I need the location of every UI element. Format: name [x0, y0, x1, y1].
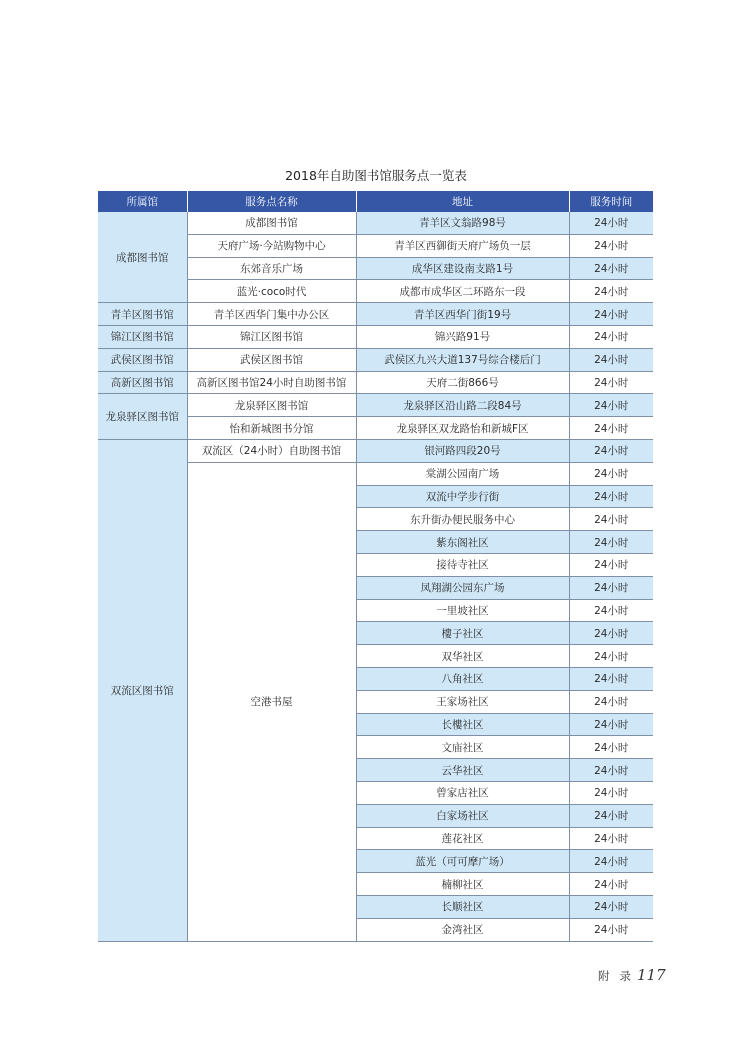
- table-row: [98, 212, 653, 234]
- address-cell: 锦兴路91号: [356, 325, 569, 348]
- address-cell: 长樓社区: [356, 713, 569, 736]
- service-time-cell: 24小时: [569, 553, 653, 576]
- address-cell: 曾家店社区: [356, 781, 569, 804]
- address-cell: 云华社区: [356, 759, 569, 782]
- service-point-name-cell: 双流区（24小时）自助图书馆: [187, 439, 356, 462]
- service-time-cell: 24小时: [569, 257, 653, 280]
- service-time-cell: 24小时: [569, 873, 653, 896]
- owner-library-cell: 双流区图书馆: [98, 439, 187, 941]
- address-cell: 莲花社区: [356, 827, 569, 850]
- service-time-cell: 24小时: [569, 622, 653, 645]
- address-cell: 凤翔湖公园东广场: [356, 576, 569, 599]
- address-cell: 八角社区: [356, 667, 569, 690]
- page-footer: [598, 966, 666, 984]
- table-row: [98, 439, 653, 462]
- address-cell: 樓子社区: [356, 622, 569, 645]
- address-cell: 王家场社区: [356, 690, 569, 713]
- page-number: 117: [637, 966, 666, 984]
- service-point-name-cell: 龙泉驿区图书馆: [187, 394, 356, 417]
- address-cell: 接待寺社区: [356, 553, 569, 576]
- address-cell: 东升街办便民服务中心: [356, 508, 569, 531]
- table-row: [98, 348, 653, 371]
- header-name: 服务点名称: [187, 191, 356, 212]
- service-time-cell: 24小时: [569, 576, 653, 599]
- address-cell: 成都市成华区二环路东一段: [356, 280, 569, 303]
- service-time-cell: 24小时: [569, 690, 653, 713]
- service-time-cell: 24小时: [569, 827, 653, 850]
- page-title: 2018年自助图书馆服务点一览表: [285, 168, 467, 183]
- service-time-cell: 24小时: [569, 667, 653, 690]
- address-cell: 楠柳社区: [356, 873, 569, 896]
- service-point-name-cell: 东郊音乐广场: [187, 257, 356, 280]
- service-point-name-cell: 高新区图书馆24小时自助图书馆: [187, 371, 356, 394]
- service-point-name-cell: 武侯区图书馆: [187, 348, 356, 371]
- address-cell: 龙泉驿区双龙路怡和新城F区: [356, 417, 569, 440]
- service-time-cell: 24小时: [569, 736, 653, 759]
- library-table: [98, 191, 653, 942]
- address-cell: 白家场社区: [356, 804, 569, 827]
- address-cell: 长顺社区: [356, 895, 569, 918]
- footer-section-label-2: 录: [619, 969, 631, 983]
- service-time-cell: 24小时: [569, 371, 653, 394]
- address-cell: 蓝光（可可摩广场）: [356, 850, 569, 873]
- address-cell: 成华区建设南支路1号: [356, 257, 569, 280]
- service-time-cell: 24小时: [569, 759, 653, 782]
- address-cell: 双华社区: [356, 645, 569, 668]
- header-address: 地址: [356, 191, 569, 212]
- owner-library-cell: 成都图书馆: [98, 212, 187, 303]
- table-row: [98, 371, 653, 394]
- table-header-row: [98, 191, 653, 212]
- address-cell: 一里坡社区: [356, 599, 569, 622]
- header-time: 服务时间: [569, 191, 653, 212]
- service-time-cell: 24小时: [569, 850, 653, 873]
- address-cell: 棠湖公园南广场: [356, 462, 569, 485]
- service-point-name-cell: 空港书屋: [187, 462, 356, 941]
- owner-library-cell: 武侯区图书馆: [98, 348, 187, 371]
- address-cell: 金湾社区: [356, 918, 569, 941]
- service-time-cell: 24小时: [569, 713, 653, 736]
- service-point-name-cell: 成都图书馆: [187, 212, 356, 234]
- service-point-name-cell: 青羊区西华门集中办公区: [187, 303, 356, 326]
- table-row: [98, 303, 653, 326]
- service-time-cell: 24小时: [569, 599, 653, 622]
- service-time-cell: 24小时: [569, 781, 653, 804]
- header-owner: 所属馆: [98, 191, 187, 212]
- service-time-cell: 24小时: [569, 895, 653, 918]
- address-cell: 紫东阁社区: [356, 531, 569, 554]
- address-cell: 天府二街866号: [356, 371, 569, 394]
- owner-library-cell: 锦江区图书馆: [98, 325, 187, 348]
- service-time-cell: 24小时: [569, 804, 653, 827]
- address-cell: 青羊区西御街天府广场负一层: [356, 234, 569, 257]
- address-cell: 武侯区九兴大道137号综合楼后门: [356, 348, 569, 371]
- service-time-cell: 24小时: [569, 462, 653, 485]
- service-time-cell: 24小时: [569, 348, 653, 371]
- service-time-cell: 24小时: [569, 439, 653, 462]
- service-time-cell: 24小时: [569, 531, 653, 554]
- service-time-cell: 24小时: [569, 325, 653, 348]
- service-time-cell: 24小时: [569, 234, 653, 257]
- service-point-name-cell: 怡和新城图书分馆: [187, 417, 356, 440]
- service-time-cell: 24小时: [569, 918, 653, 941]
- owner-library-cell: 龙泉驿区图书馆: [98, 394, 187, 440]
- table-row: [98, 325, 653, 348]
- service-time-cell: 24小时: [569, 645, 653, 668]
- service-time-cell: 24小时: [569, 303, 653, 326]
- address-cell: 银河路四段20号: [356, 439, 569, 462]
- service-point-name-cell: 天府广场·今站购物中心: [187, 234, 356, 257]
- service-time-cell: 24小时: [569, 417, 653, 440]
- service-point-name-cell: 蓝光·coco时代: [187, 280, 356, 303]
- address-cell: 龙泉驿区沿山路二段84号: [356, 394, 569, 417]
- address-cell: 文庙社区: [356, 736, 569, 759]
- footer-section-label: 附: [598, 969, 610, 983]
- address-cell: 双流中学步行街: [356, 485, 569, 508]
- address-cell: 青羊区西华门街19号: [356, 303, 569, 326]
- service-time-cell: 24小时: [569, 485, 653, 508]
- owner-library-cell: 青羊区图书馆: [98, 303, 187, 326]
- service-time-cell: 24小时: [569, 212, 653, 234]
- owner-library-cell: 高新区图书馆: [98, 371, 187, 394]
- service-time-cell: 24小时: [569, 280, 653, 303]
- service-point-name-cell: 锦江区图书馆: [187, 325, 356, 348]
- table-body: [98, 212, 653, 941]
- service-time-cell: 24小时: [569, 508, 653, 531]
- service-time-cell: 24小时: [569, 394, 653, 417]
- table-row: [98, 394, 653, 417]
- address-cell: 青羊区文翁路98号: [356, 212, 569, 234]
